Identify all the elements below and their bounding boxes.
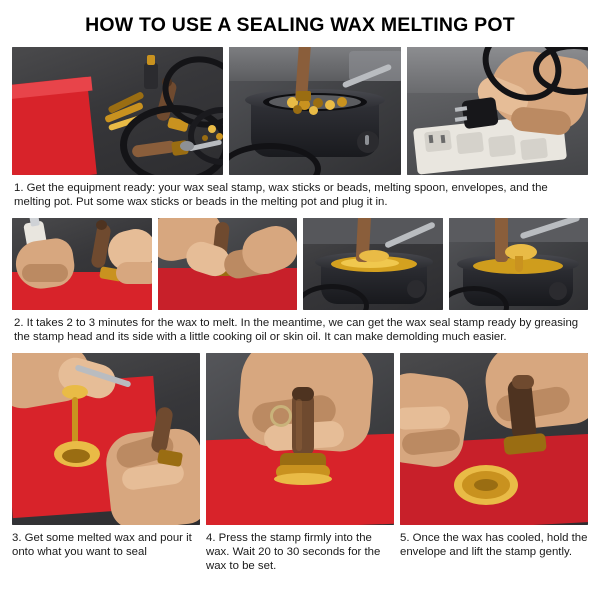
photo-melted-wax-pot [303, 218, 443, 310]
page-title: HOW TO USE A SEALING WAX MELTING POT [85, 14, 515, 36]
step-5-caption: 5. Once the wax has cooled, hold the envelope and lift the stamp gently. [400, 531, 588, 559]
photo-row-2 [12, 218, 588, 310]
photo-plug-in [407, 47, 588, 175]
step-4-caption: 4. Press the stamp firmly into the wax. Wait 20 to 30 seconds for the wax to be set. [206, 531, 381, 573]
step-captions-row-3 [12, 531, 588, 574]
photo-lift-stamp [400, 353, 588, 525]
step-1-caption: 1. Get the equipment ready: your wax seal stamp, wax sticks or beads, melting spoon, envelopes, and the melting pot. Put some wax sticks or beads in the melting pot and plug it in. [14, 182, 548, 209]
photo-equipment-layout [12, 47, 223, 175]
step-2-caption: 2. It takes 2 to 3 minutes for the wax to melt. In the meantime, we can get the wax seal stamp ready by greasing the stamp head and its side with a little cooking oil or skin oil. It can make demolding much easier. [14, 316, 579, 344]
photo-row-3 [12, 353, 588, 525]
photo-pour-wax [12, 353, 200, 525]
photo-press-stamp [206, 353, 394, 525]
photo-scoop-wax [449, 218, 589, 310]
photo-oil-bottle [12, 218, 152, 310]
photo-pot-with-beads [229, 47, 402, 175]
photo-grease-stamp [158, 218, 298, 310]
step-3-caption: 3. Get some melted wax and pour it onto what you want to seal [12, 531, 192, 559]
photo-row-1 [12, 47, 588, 175]
